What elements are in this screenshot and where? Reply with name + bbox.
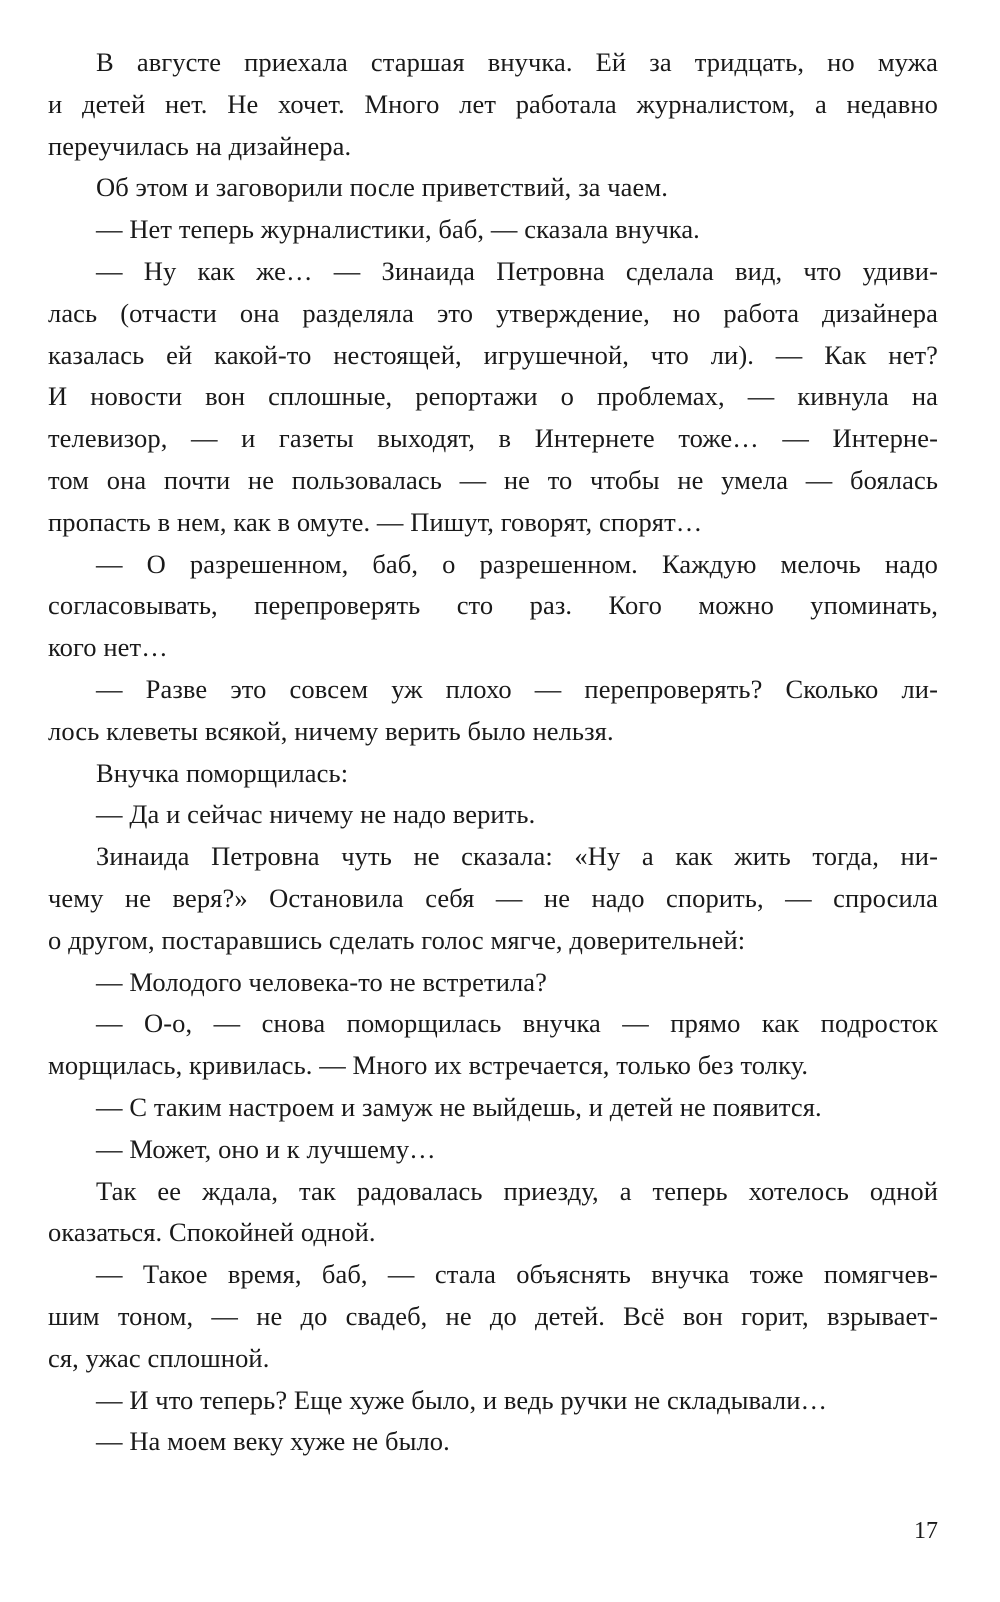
- text-line: — На моем веку хуже не было.: [96, 1426, 450, 1457]
- text-line: пропасть в нем, как в омуте. — Пишут, говорят, спорят…: [48, 506, 703, 537]
- page-body: [48, 42, 938, 1463]
- text-line: и детей нет. Не хочет. Много лет работала журналистом, а недавно: [48, 88, 938, 119]
- text-line: — О-о, — снова поморщилась внучка — прямо как подросток: [96, 1008, 938, 1039]
- text-line: том она почти не пользовалась — не то чтобы не умела — боялась: [48, 464, 938, 495]
- text-line: ся, ужас сплошной.: [48, 1342, 270, 1373]
- text-line: лось клеветы всякой, ничему верить было нельзя.: [48, 715, 614, 746]
- text-line: шим тоном, — не до свадеб, не до детей. Всё вон горит, взрывает-: [48, 1300, 938, 1331]
- text-line: телевизор, — и газеты выходят, в Интернете тоже… — Интерне-: [48, 423, 938, 454]
- text-line: — Да и сейчас ничему не надо верить.: [96, 799, 536, 830]
- text-line: согласовывать, перепроверять сто раз. Кого можно упоминать,: [48, 590, 938, 621]
- text-line: Внучка поморщилась:: [96, 757, 349, 788]
- text-line: переучилась на дизайнера.: [48, 130, 352, 161]
- text-line: — Молодого человека-то не встретила?: [96, 966, 548, 997]
- text-line: И новости вон сплошные, репортажи о проблемах, — кивнула на: [48, 381, 938, 412]
- text-line: — Ну как же… — Зинаида Петровна сделала вид, что удиви-: [96, 255, 938, 286]
- text-line: — Разве это совсем уж плохо — перепроверять? Сколько ли-: [96, 673, 938, 704]
- text-line: чему не веря?» Остановила себя — не надо спорить, — спросила: [48, 882, 938, 913]
- text-line: В августе приехала старшая внучка. Ей за тридцать, но мужа: [96, 47, 938, 77]
- text-line: лась (отчасти она разделяла это утверждение, но работа дизайнера: [48, 297, 938, 328]
- text-line: о другом, постаравшись сделать голос мягче, доверительней:: [48, 924, 746, 955]
- text-line: — С таким настроем и замуж не выйдешь, и детей не появится.: [96, 1091, 822, 1122]
- text-line: кого нет…: [48, 632, 168, 663]
- text-line: — Может, оно и к лучшему…: [96, 1133, 436, 1164]
- text-line: Так ее ждала, так радовалась приезду, а теперь хотелось одной: [96, 1175, 938, 1206]
- page-number: 17: [914, 1518, 938, 1544]
- text-line: оказаться. Спокойней одной.: [48, 1217, 376, 1248]
- text-line: Об этом и заговорили после приветствий, за чаем.: [96, 172, 669, 203]
- text-line: морщилась, кривилась. — Много их встречается, только без толку.: [48, 1050, 809, 1081]
- text-line: Зинаида Петровна чуть не сказала: «Ну а как жить тогда, ни-: [96, 841, 938, 872]
- text-line: — Такое время, баб, — стала объяснять внучка тоже помягчев-: [96, 1259, 938, 1290]
- text-line: — И что теперь? Еще хуже было, и ведь ручки не складывали…: [96, 1384, 828, 1415]
- text-line: — О разрешенном, баб, о разрешенном. Каждую мелочь надо: [96, 548, 938, 579]
- text-line: — Нет теперь журналистики, баб, — сказала внучка.: [96, 214, 700, 245]
- text-line: казалась ей какой-то нестоящей, игрушечной, что ли). — Как нет?: [48, 339, 938, 370]
